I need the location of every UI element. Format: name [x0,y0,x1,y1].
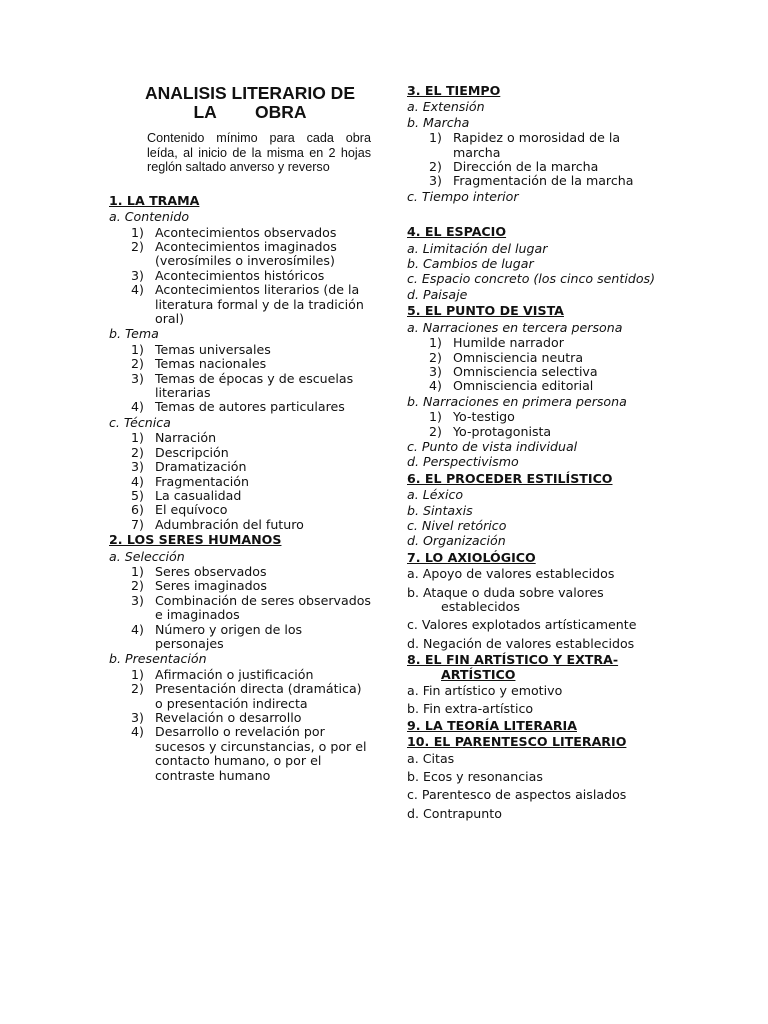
list-item: d. Organización [407,533,506,549]
list-item: 1) Temas universales [131,341,271,357]
subsection-tiempo-interior: c. Tiempo interior [407,188,519,204]
list-item: 3) Dramatización [131,459,247,475]
list-item: 5) La casualidad [131,487,242,503]
list-contenido [109,226,371,327]
list-item: 2) Yo-protagonista [429,423,552,439]
list-item: 1) Humilde narrador [429,335,564,351]
list-item: 4) Desarrollo o revelación por sucesos y circunstancias, o por el contacto humano, o por el contraste humano [131,724,367,783]
right-column [407,84,669,822]
list-item: b. Fin extra-artístico [407,701,534,717]
list-item: a. Apoyo de valores establecidos [407,566,615,582]
list-item: b. Cambios de lugar [407,256,534,272]
list-item: 4) Acontecimientos literarios (de la literatura formal y de la tradición oral) [131,282,364,327]
title-line-1: ANALISIS LITERARIO DE [144,83,355,103]
list-item: 6) El equívoco [131,502,228,518]
list-item: a. Limitación del lugar [407,240,548,256]
list-item: 3) Acontecimientos históricos [131,267,325,283]
section-heading-proceder-estilistico: 6. EL PROCEDER ESTILÍSTICO [407,470,613,486]
list-item: 3) Omnisciencia selectiva [429,363,598,379]
list-item: 2) Temas nacionales [131,356,267,372]
subsection-seleccion: a. Selección [109,548,185,564]
subsection-extension: a. Extensión [407,99,485,115]
list-item: 1) Afirmación o justificación [131,666,314,682]
list-presentacion [109,668,371,783]
list-item: b. Sintaxis [407,502,473,518]
list-item: 3) Fragmentación de la marcha [429,173,634,189]
list-item: 3) Combinación de seres observados e imaginados [131,592,371,623]
section-heading-espacio: 4. EL ESPACIO [407,224,507,240]
subsection-contenido: a. Contenido [109,209,190,225]
subsection-tema: b. Tema [109,326,159,342]
list-item: a. Citas [407,750,455,766]
list-item: a. Léxico [407,487,464,503]
list-item: 1) Acontecimientos observados [131,224,337,240]
list-item: b. Ataque o duda sobre valores [407,584,604,600]
list-item: 7) Adumbración del futuro [131,516,304,532]
list-item: 4) Fragmentación [131,473,249,489]
list-item: 3) Revelación o desarrollo [131,710,302,725]
list-item: b. Ecos y resonancias [407,769,543,785]
spacer [407,205,669,223]
list-item: 1) Narración [131,430,217,446]
list-item: c. Nivel retórico [407,517,507,533]
list-item: 1) Seres observados [131,563,267,579]
title-line-2: LA OBRA [193,102,307,122]
list-marcha [407,131,669,189]
list-item: 4) Omnisciencia editorial [429,378,594,394]
section-heading-fin-artistico-cont: ARTÍSTICO [441,666,516,682]
section-heading-teoria-literaria: 9. LA TEORÍA LITERARIA [407,717,577,733]
list-tecnica [109,431,371,532]
list-item: 2) Omnisciencia neutra [429,349,584,365]
list-item: 4) Número y origen de los personajes [131,621,303,651]
list-item: d. Negación de valores establecidos [407,635,635,651]
list-item: a. Fin artístico y emotivo [407,683,563,699]
list-item: c. Parentesco de aspectos aislados [407,787,627,803]
list-primera-persona [407,410,669,439]
section-heading-tiempo: 3. EL TIEMPO [407,83,501,98]
list-item: d. Contrapunto [407,805,502,821]
list-item: 2) Presentación directa (dramática) o presentación indirecta [131,681,362,711]
subsection-tercera-persona: a. Narraciones en tercera persona [407,319,623,335]
intro-paragraph: Contenido mínimo para cada obra leída, al inicio de la misma en 2 hojas reglón saltado anverso y reverso [147,131,371,175]
list-item: 2) Seres imaginados [131,578,267,594]
subsection-presentacion: b. Presentación [109,651,207,667]
list-item: 1) Yo-testigo [429,409,515,425]
subsection-tecnica: c. Técnica [109,414,171,430]
list-item: 3) Temas de épocas y de escuelas literarias [131,370,354,401]
list-item: 2) Descripción [131,444,229,460]
subsection-punto-vista-individual: c. Punto de vista individual [407,438,578,454]
list-seleccion [109,565,371,651]
section-heading-fin-artistico: 8. EL FIN ARTÍSTICO Y EXTRA- [407,652,619,668]
page-title [135,84,365,122]
section-heading-parentesco-literario: 10. EL PARENTESCO LITERARIO [407,734,627,750]
list-tercera-persona [407,336,669,394]
list-item: 2) Acontecimientos imaginados (verosímiles o inverosímiles) [131,239,337,269]
list-item: 2) Dirección de la marcha [429,159,599,175]
list-item: c. Espacio concreto (los cinco sentidos) [407,271,656,287]
subsection-perspectivismo: d. Perspectivismo [407,454,519,470]
list-item: c. Valores explotados artísticamente [407,617,637,633]
list-item: 4) Temas de autores particulares [131,399,345,415]
left-column [109,84,371,783]
subsection-marcha: b. Marcha [407,114,470,130]
subsection-primera-persona: b. Narraciones en primera persona [407,393,627,409]
section-heading-seres-humanos: 2. LOS SERES HUMANOS [109,532,282,548]
list-item: d. Paisaje [407,286,468,302]
section-heading-trama: 1. LA TRAMA [109,192,200,208]
section-heading-axiologico: 7. LO AXIOLÓGICO [407,549,536,565]
list-tema [109,343,371,415]
list-item-continuation: establecidos [441,599,520,614]
list-item: 1) Rapidez o morosidad de la marcha [429,130,621,160]
section-heading-punto-de-vista: 5. EL PUNTO DE VISTA [407,303,564,319]
